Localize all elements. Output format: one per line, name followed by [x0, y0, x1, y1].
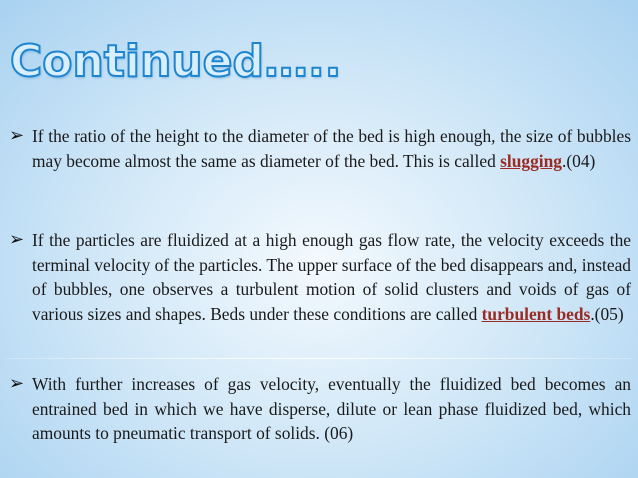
divider [5, 358, 633, 359]
bullet-slugging [9, 124, 631, 173]
bullet-turbulent-beds [9, 228, 631, 326]
arrow-bullet-icon: ➢ [9, 125, 25, 146]
term-slugging: slugging [500, 150, 562, 171]
arrow-bullet-icon: ➢ [9, 229, 25, 250]
arrow-bullet-icon: ➢ [9, 373, 25, 394]
bullet-entrained-bed [9, 372, 631, 446]
bullet-text: With further increases of gas velocity, eventually the fluidized bed becomes an entrained bed in which we have disperse, dilute or lean phase fluidized bed, which amounts to pneumatic transport of solids. (06) [32, 374, 631, 443]
term-turbulent-beds: turbulent beds [481, 303, 591, 324]
bullet-text: If the particles are fluidized at a high enough gas flow rate, the velocity exceeds the terminal velocity of the particles. The upper surface of the bed disappears and, instead of bubbles, one observes a turbulent motion of solid clusters and voids of gas of various sizes and shapes. Beds under these conditions are called turbulent beds.(05) [32, 230, 631, 324]
bullet-text: If the ratio of the height to the diameter of the bed is high enough, the size of bubbles may become almost the same as diameter of the bed. This is called slugging.(04) [32, 126, 631, 171]
slide-title: Continued….. [10, 36, 342, 87]
